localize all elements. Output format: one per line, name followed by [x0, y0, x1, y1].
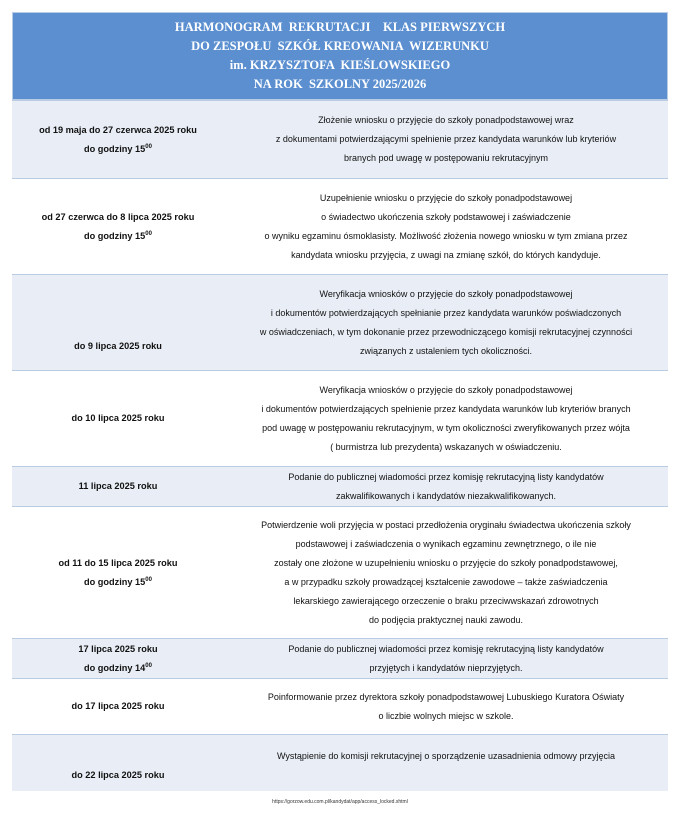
description-line: kandydata wniosku przyjęcia, z uwagi na zmianę szkół, do których kandyduje.	[291, 249, 601, 260]
date-line: 11 lipca 2025 roku	[78, 481, 158, 491]
date-cell	[12, 179, 224, 275]
date-line: do godziny 15	[84, 230, 146, 241]
date-line: do godziny 15	[84, 576, 146, 587]
description-cell	[224, 735, 668, 791]
date-line: 17 lipca 2025 roku	[78, 643, 158, 654]
date-line: od 27 czerwca do 8 lipca 2025 roku	[41, 211, 195, 222]
description-line: Weryfikacja wniosków o przyjęcie do szkoły ponadpodstawowej	[319, 384, 573, 395]
description-line: przyjętych i kandydatów nieprzyjętych.	[369, 662, 523, 673]
table-row	[12, 179, 668, 275]
description-line: Weryfikacja wniosków o przyjęcie do szkoły ponadpodstawowej	[319, 288, 573, 299]
date-line: do godziny 14	[84, 662, 146, 673]
description-line: do podjęcia praktycznej nauki zawodu.	[368, 614, 524, 625]
header-line-1: HARMONOGRAM REKRUTACJI KLAS PIERWSZYCH	[174, 20, 506, 34]
description-line: Podanie do publicznej wiadomości przez komisję rekrutacyjną listy kandydatów	[288, 471, 604, 482]
date-cell	[12, 507, 224, 639]
description-line: i dokumentów potwierdzających spełnienie przez kandydata warunków lub kryteriów branych	[261, 403, 631, 414]
description-line: Poinformowanie przez dyrektora szkoły ponadpodstawowej Lubuskiego Kuratora Oświaty	[267, 691, 625, 702]
description-line: Wystąpienie do komisji rekrutacyjnej o sporządzenie uzasadnienia odmowy przyjęcia	[276, 751, 616, 761]
document-header	[12, 12, 668, 100]
table-row	[12, 507, 668, 639]
time-superscript: 00	[145, 662, 152, 669]
header-line-2: DO ZESPOŁU SZKÓŁ KREOWANIA WIZERUNKU	[191, 39, 489, 53]
table-row	[12, 735, 668, 791]
date-cell	[12, 467, 224, 507]
date-line: do 22 lipca 2025 roku	[71, 769, 165, 780]
date-cell	[12, 275, 224, 371]
date-line: od 19 maja do 27 czerwca 2025 roku	[39, 124, 197, 135]
table-row	[12, 679, 668, 735]
description-line: o liczbie wolnych miejsc w szkole.	[378, 710, 514, 721]
time-superscript: 00	[145, 143, 152, 150]
table-row	[12, 371, 668, 467]
description-line: branych pod uwagę w postępowaniu rekrutacyjnym	[343, 153, 549, 163]
description-line: Potwierdzenie woli przyjęcia w postaci przedłożenia oryginału świadectwa ukończenia szkoły	[261, 519, 631, 530]
table-row	[12, 639, 668, 679]
description-line: i dokumentów potwierdzających spełnianie przez kandydata warunków poświadczonych	[270, 307, 622, 318]
date-line: od 11 do 15 lipca 2025 roku	[58, 557, 178, 568]
description-line: Złożenie wniosku o przyjęcie do szkoły ponadpodstawowej wraz	[318, 115, 574, 125]
table-row	[12, 467, 668, 507]
description-cell	[224, 101, 668, 179]
time-superscript: 00	[145, 576, 152, 583]
description-line: z dokumentami potwierdzającymi spełnienie przez kandydata warunków lub kryteriów	[275, 134, 617, 144]
date-cell	[12, 639, 224, 679]
description-line: Uzupełnienie wniosku o przyjęcie do szkoły ponadpodstawowej	[319, 192, 573, 203]
date-line: do 9 lipca 2025 roku	[74, 341, 162, 351]
description-line: o świadectwo ukończenia szkoły podstawowej i zaświadczenie	[321, 211, 571, 222]
description-line: o wyniku egzaminu ósmoklasisty. Możliwość złożenia nowego wniosku w tym zmiana przez	[264, 230, 628, 241]
date-line: do 10 lipca 2025 roku	[71, 413, 165, 423]
description-line: zakwalifikowanych i kandydatów niezakwalifikowanych.	[335, 490, 557, 501]
description-line: związanych z ustaleniem tych okoliczności.	[359, 345, 533, 356]
description-cell	[224, 371, 668, 467]
date-line: do 17 lipca 2025 roku	[71, 701, 165, 711]
time-superscript: 00	[145, 230, 152, 237]
date-cell	[12, 735, 224, 791]
schedule-table	[12, 100, 668, 791]
date-cell	[12, 679, 224, 735]
description-line: ( burmistrza lub prezydenta) wskazanych w oświadczeniu.	[330, 441, 562, 452]
description-cell	[224, 275, 668, 371]
description-cell	[224, 639, 668, 679]
description-line: podstawowej i zaświadczenia o wynikach egzaminu zewnętrznego, o ile nie	[295, 538, 597, 549]
description-cell	[224, 507, 668, 639]
date-cell	[12, 101, 224, 179]
date-cell	[12, 371, 224, 467]
description-cell	[224, 679, 668, 735]
description-line: zostały one złożone w uzupełnieniu wniosku o przyjęcie do szkoły ponadpodstawowej,	[274, 557, 618, 568]
description-line: w oświadczeniach, w tym dokonanie przez przewodniczącego komisji rekrutacyjnej czynności	[259, 326, 633, 337]
description-cell	[224, 179, 668, 275]
table-row	[12, 101, 668, 179]
table-row	[12, 275, 668, 371]
header-line-4: NA ROK SZKOLNY 2025/2026	[253, 77, 427, 91]
description-line: pod uwagę w postępowaniu rekrutacyjnym, w tym okoliczności zweryfikowanych przez wójta	[262, 422, 630, 433]
date-line: do godziny 15	[84, 143, 146, 154]
description-cell	[224, 467, 668, 507]
schedule-document	[12, 12, 668, 791]
header-line-3: im. KRZYSZTOFA KIEŚLOWSKIEGO	[229, 58, 451, 72]
description-line: lekarskiego zawierającego orzeczenie o braku przeciwwskazań zdrowotnych	[293, 595, 599, 606]
description-line: Podanie do publicznej wiadomości przez komisję rekrutacyjną listy kandydatów	[288, 643, 604, 654]
description-line: a w przypadku szkoły prowadzącej kształcenie zawodowe – także zaświadczenia	[284, 576, 608, 587]
page-footer-url: https://gorzow.edu.com.pl/kandydat/app/access_locked.xhtml	[272, 799, 408, 805]
